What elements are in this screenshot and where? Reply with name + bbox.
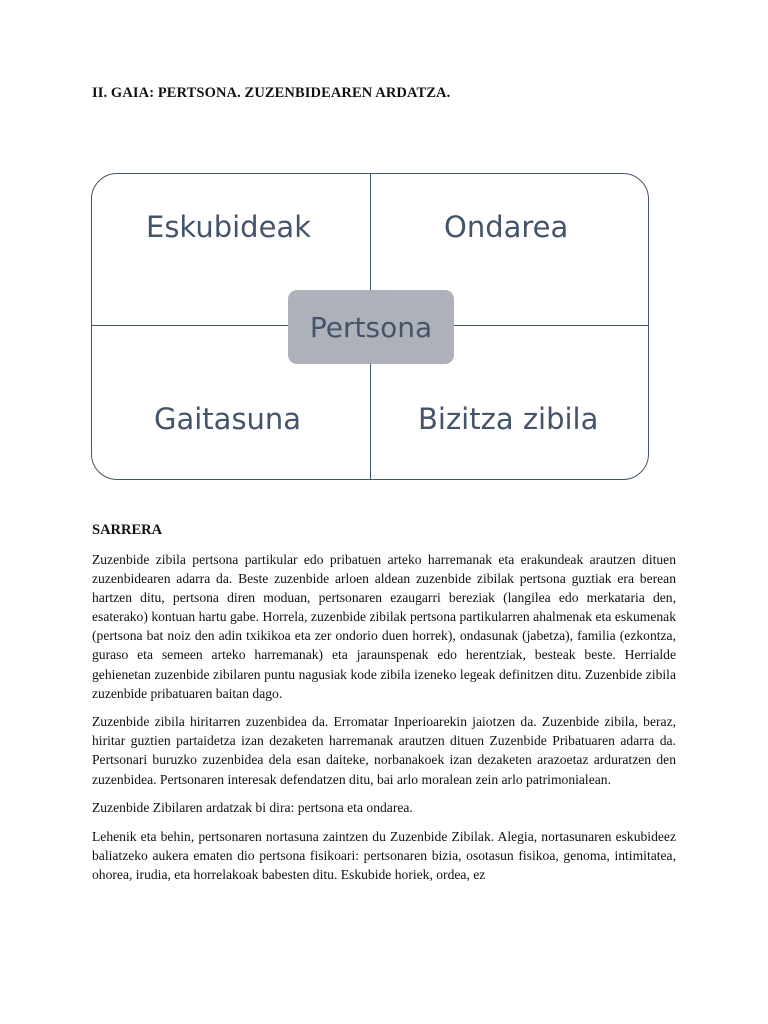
quadrant-label-top-left: Eskubideak [146, 210, 311, 244]
section-body [92, 550, 676, 894]
divider-line [370, 174, 371, 291]
section-heading: SARRERA [92, 522, 163, 538]
divider-line [454, 325, 649, 326]
center-node: Pertsona [288, 290, 454, 364]
quadrant-label-bottom-right: Bizitza zibila [418, 402, 599, 436]
pertsona-diagram [91, 173, 649, 480]
paragraph: Lehenik eta behin, pertsonaren nortasuna zaintzen du Zuzenbide Zibilak. Alegia, nortasunaren eskubideez baliatzeko aukera ematen dio pertsona fisikoari: pertsonaren bizia, osotasun fisikoa, genoma, intimitatea, ohorea, irudia, eta horrelakoak babesten ditu. Eskubide horiek, ordea, ez [92, 828, 676, 882]
paragraph: Zuzenbide zibila hiritarren zuzenbidea da. Erromatar Inperioarekin jaiotzen da. Zuzenbide zibila, beraz, hiritar guztien partaidetza izan dezaketen harremanak arautzen dituen Zuzenbide Pribatuaren adarra da. Pertsonari buruzko zuzenbidea dela esan daiteke, norbanakoek izan dezaketen arazoetaz arduratzen den zuzenbidea. Pertsonaren interesak defendatzen ditu, bai arlo moralean zein arlo patrimonialean. [92, 714, 676, 787]
quadrant-label-top-right: Ondarea [444, 210, 569, 244]
paragraph: Zuzenbide Zibilaren ardatzak bi dira: pertsona eta ondarea. [92, 800, 413, 816]
divider-line [92, 325, 288, 326]
quadrant-label-bottom-left: Gaitasuna [154, 402, 302, 436]
divider-line [370, 364, 371, 480]
paragraph: Zuzenbide zibila pertsona partikular edo pribatuen arteko harremanak eta erakundeak arautzen dituen zuzenbidearen adarra da. Beste zuzenbide arloen aldean zuzenbide zibilak pertsona guztiak era berean hartzen ditu, pertsona diren moduan, pertsonaren ezaugarri bereziak (langilea edo merkataria den, esaterako) kontuan hartu gabe. Horrela, zuzenbide zibilak pertsona partikularren ahalmenak eta eskumenak (pertsona bat noiz den adin txikikoa eta zer ondorio duen horrek), ondasunak (jabetza), familia (ezkontza, guraso eta semeen arteko harremanak) eta jaraunspenak edo herentziak, besteak beste. Herrialde gehienetan zuzenbide zibilaren puntu nagusiak kode zibila izeneko legeak definitzen ditu. Zuzenbide zibila zuzenbide pribatuaren baitan dago. [92, 552, 676, 701]
page-title: II. GAIA: PERTSONA. ZUZENBIDEAREN ARDATZA. [92, 85, 451, 101]
